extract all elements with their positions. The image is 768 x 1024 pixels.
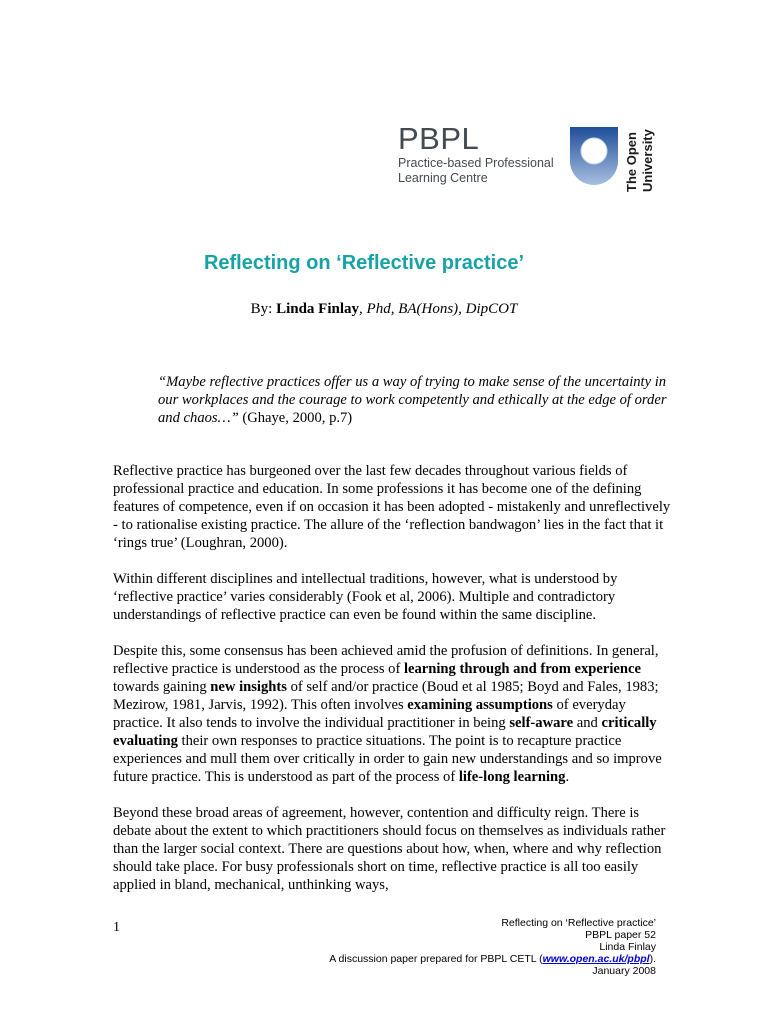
quote-citation: (Ghaye, 2000, p.7) <box>238 410 353 426</box>
pbpl-link[interactable]: www.open.ac.uk/pbpl <box>542 953 650 965</box>
logo-subtitle-2: Learning Centre <box>398 171 488 185</box>
page-title: Reflecting on ‘Reflective practice’ <box>203 252 525 274</box>
paragraph-4: Beyond these broad areas of agreement, however, contention and difficulty reign. There is debate about the extent to which practitioners should focus on themselves as individuals rather than the larger social context. There are questions about how, when, where and why reflection should take place. For busy professionals short on time, reflective practice is all too easily applied in bland, mechanical, unthinking ways, <box>113 805 666 893</box>
logo-text-block <box>398 122 554 186</box>
p3-text: their own responses to practice situations. The point is to recapture practice experiences and mull them over critically in order to gain new understandings and so improve future practice. This is understood as part of the process of <box>113 733 662 785</box>
pbpl-logo <box>392 122 662 196</box>
footer-discussion-line <box>329 953 656 965</box>
epigraph-quote <box>158 373 678 427</box>
quote-text: “Maybe reflective practices offer us a way of trying to make sense of the uncertainty in our workplaces and the courage to work competently and ethically at the edge of order and chaos…” <box>158 374 667 426</box>
p3-text: Despite this, some consensus has been achieved amid the profusion of definitions. In general, reflective practice is understood as the process of <box>113 643 659 677</box>
p3-text: . <box>565 769 570 785</box>
paragraph-2: Within different disciplines and intellectual traditions, however, what is understood by ‘reflective practice’ varies considerably (Fook et al, 2006). Multiple and contradictory understandings of reflective practice can even be found within the same discipline. <box>113 571 618 623</box>
paragraph-1: Reflective practice has burgeoned over the last few decades throughout various fields of professional practice and education. In some professions it has become one of the defining features of competence, even if on occasion it has been adopted - mistakenly and unreflectively - to rationalise existing practice. The allure of the ‘reflection bandwagon’ lies in the fact that it ‘rings true’ (Loughran, 2000). <box>113 463 671 551</box>
open-university-shield-icon <box>568 125 620 187</box>
p3-text: towards gaining <box>113 679 211 695</box>
p3-bold: critically evaluating <box>113 715 657 749</box>
ou-line-2: University <box>640 129 655 192</box>
footer-paper-number: PBPL paper 52 <box>585 929 656 941</box>
footer-suffix: ). <box>649 953 656 965</box>
open-university-wordmark <box>624 124 658 194</box>
byline <box>0 301 768 318</box>
p3-text: and <box>573 715 602 731</box>
paragraph-3 <box>113 642 673 786</box>
p3-bold: new insights <box>210 679 287 695</box>
footer-title: Reflecting on ‘Reflective practice’ <box>501 917 656 929</box>
body-text <box>113 462 673 912</box>
footer-prefix: A discussion paper prepared for PBPL CETL ( <box>329 953 543 965</box>
p3-bold: examining assumptions <box>407 697 553 713</box>
page-number: 1 <box>113 920 120 935</box>
p3-text: of everyday practice. It also tends to involve the individual practitioner in being <box>113 697 626 731</box>
footer-date: January 2008 <box>592 965 656 977</box>
ou-line-1: The Open <box>624 132 639 192</box>
page-footer <box>329 917 656 977</box>
p3-text: of self and/or practice (Boud et al 1985; Boyd and Fales, 1983; Mezirow, 1981, Jarvis, 1992). This often involves <box>113 679 659 713</box>
p3-bold: learning through and from experience <box>403 661 641 677</box>
footer-author: Linda Finlay <box>599 941 656 953</box>
p3-bold: self-aware <box>509 715 574 731</box>
author-name: Linda Finlay <box>276 301 360 317</box>
p3-bold: life-long learning <box>458 769 566 785</box>
logo-pbpl: PBPL <box>398 121 480 156</box>
logo-subtitle-1: Practice-based Professional <box>398 156 554 170</box>
author-credentials: , Phd, BA(Hons), DipCOT <box>359 301 518 317</box>
byline-prefix: By: <box>250 301 277 317</box>
